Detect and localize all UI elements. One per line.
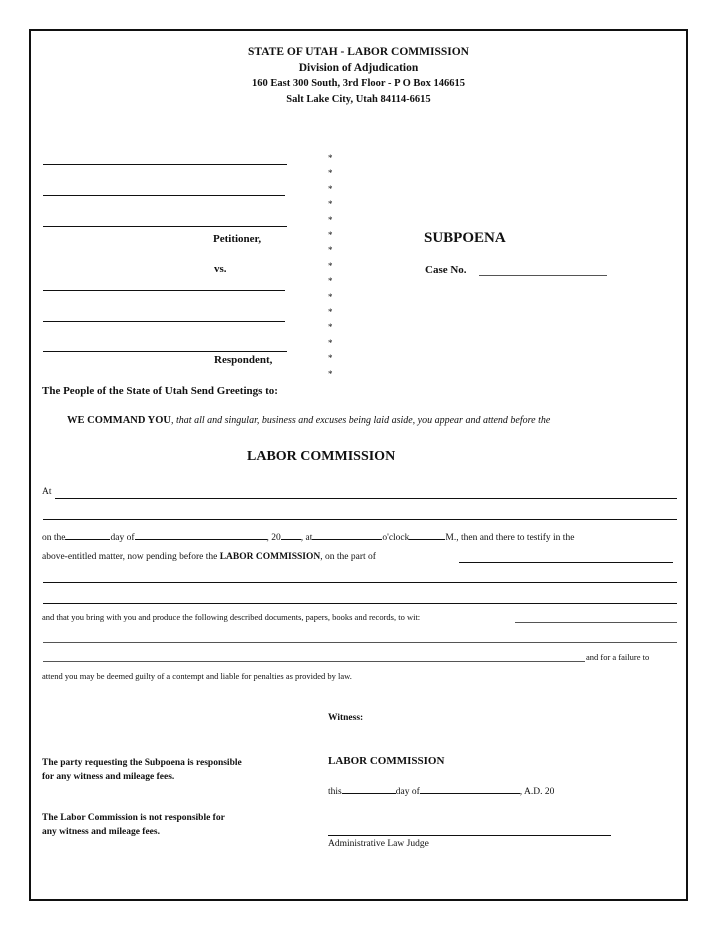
lc-note-line-2: any witness and mileage fees. xyxy=(42,827,160,837)
location-line-2[interactable] xyxy=(43,519,677,520)
year-field[interactable] xyxy=(281,530,301,540)
petitioner-line-3[interactable] xyxy=(43,226,287,227)
alj-label: Administrative Law Judge xyxy=(328,839,429,849)
labor-commission-signature-heading: LABOR COMMISSION xyxy=(328,755,445,767)
subpoena-form xyxy=(29,29,688,901)
date-time-row: on the day of , 20 , at o'clock M., then and there to testify in the xyxy=(42,530,574,543)
documents-line-3[interactable] xyxy=(43,661,585,662)
party-line-2[interactable] xyxy=(43,582,677,583)
subpoena-title: SUBPOENA xyxy=(424,230,506,246)
sign-day-field[interactable] xyxy=(342,784,396,794)
day-field[interactable] xyxy=(65,530,110,540)
header-line-4: Salt Lake City, Utah 84114-6615 xyxy=(286,94,431,105)
party-note-line-1: The party requesting the Subpoena is responsible xyxy=(42,758,242,768)
case-no-label: Case No. xyxy=(425,264,467,276)
signature-date-row: this day of , A.D. 20 xyxy=(328,784,554,797)
respondent-line-3[interactable] xyxy=(43,351,287,352)
sign-month-field[interactable] xyxy=(420,784,520,794)
signature-line[interactable] xyxy=(328,835,611,836)
ampm-field[interactable] xyxy=(409,530,445,540)
witness-label: Witness: xyxy=(328,713,364,723)
at-label: At xyxy=(42,487,52,497)
case-no-field[interactable] xyxy=(479,275,607,276)
produce-text: and that you bring with you and produce the following described documents, papers, books and records, to wit: xyxy=(42,612,421,622)
petitioner-label: Petitioner, xyxy=(213,233,262,245)
command-bold: WE COMMAND YOU xyxy=(67,415,172,426)
greeting: The People of the State of Utah Send Greetings to: xyxy=(42,385,278,397)
respondent-label: Respondent, xyxy=(214,354,273,366)
header-line-1: STATE OF UTAH - LABOR COMMISSION xyxy=(248,46,469,58)
petitioner-line-2[interactable] xyxy=(43,195,285,196)
respondent-line-1[interactable] xyxy=(43,290,285,291)
party-line-3[interactable] xyxy=(43,603,677,604)
documents-line-2[interactable] xyxy=(43,642,677,643)
header-line-2: Division of Adjudication xyxy=(298,62,419,74)
petitioner-line-1[interactable] xyxy=(43,164,287,165)
pending-row: above-entitled matter, now pending before the LABOR COMMISSION, on the part of xyxy=(42,552,376,562)
labor-commission-heading: LABOR COMMISSION xyxy=(247,449,396,464)
header-line-3: 160 East 300 South, 3rd Floor - P O Box 146615 xyxy=(251,78,466,89)
caption-divider-stars: * * * * * * * * * * * * * * * xyxy=(328,153,333,379)
command-italic: , that all and singular, business and excuses being laid aside, you appear and attend before the xyxy=(171,415,551,426)
vs-label: vs. xyxy=(214,263,227,275)
hour-field[interactable] xyxy=(312,530,382,540)
command-paragraph xyxy=(67,415,550,426)
party-note-line-2: for any witness and mileage fees. xyxy=(42,772,175,782)
contempt-text: attend you may be deemed guilty of a contempt and liable for penalties as provided by law. xyxy=(42,671,352,681)
party-field[interactable] xyxy=(459,562,673,563)
failure-text: and for a failure to xyxy=(586,652,650,662)
documents-field-1[interactable] xyxy=(515,622,677,623)
lc-note-line-1: The Labor Commission is not responsible for xyxy=(42,813,225,823)
month-field[interactable] xyxy=(135,530,267,540)
location-line-1[interactable] xyxy=(55,498,677,499)
respondent-line-2[interactable] xyxy=(43,321,285,322)
